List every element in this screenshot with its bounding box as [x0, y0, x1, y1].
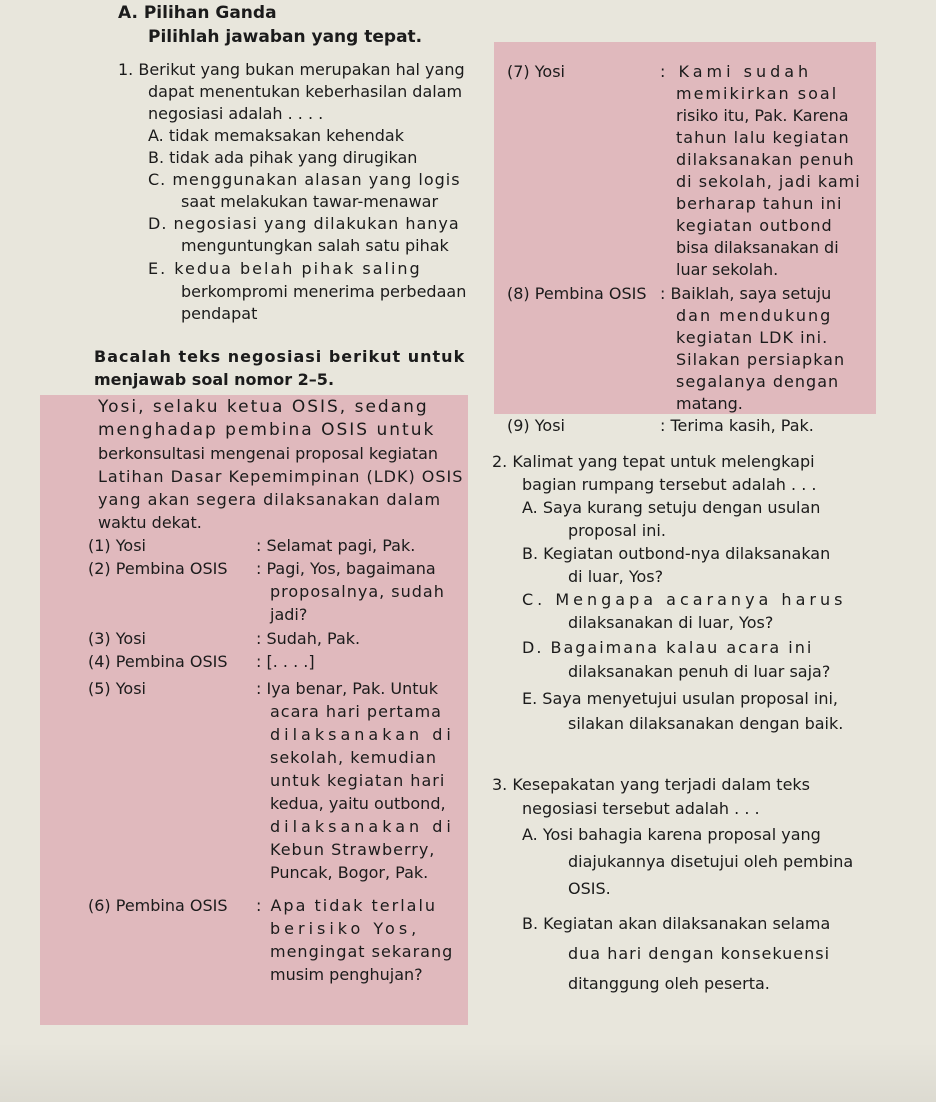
q3-option: OSIS. [568, 879, 611, 898]
instruction: Pilihlah jawaban yang tepat. [148, 27, 423, 47]
q1-option: menguntungkan salah satu pihak [181, 236, 449, 255]
utterance: acara hari pertama [270, 702, 442, 721]
utterance: mengingat sekarang [270, 942, 454, 961]
utterance: matang. [676, 394, 743, 413]
narration-line: berkonsultasi mengenai proposal kegiatan [98, 444, 439, 463]
q2-option: dilaksanakan di luar, Yos? [568, 613, 774, 632]
narration-line: waktu dekat. [98, 513, 202, 532]
q2-option: B. Kegiatan outbond-nya dilaksanakan [522, 544, 831, 563]
utterance: sekolah, kemudian [270, 748, 438, 767]
q1-option: E. kedua belah pihak saling [148, 259, 422, 278]
q3-option: dua hari dengan konsekuensi [568, 944, 831, 963]
utterance: jadi? [270, 605, 308, 624]
q3-stem-line: negosiasi tersebut adalah . . . [522, 799, 760, 818]
utterance: berharap tahun ini [676, 194, 843, 213]
utterance: proposalnya, sudah [270, 582, 445, 601]
utterance: kegiatan LDK ini. [676, 328, 829, 347]
q1-option: saat melakukan tawar-menawar [181, 192, 439, 211]
q1-stem-line: 1. Berikut yang bukan merupakan hal yang [118, 60, 465, 79]
utterance: dan mendukung [676, 306, 833, 325]
speaker-label: (2) Pembina OSIS [88, 559, 228, 578]
utterance: bisa dilaksanakan di [676, 238, 839, 257]
utterance: untuk kegiatan hari [270, 771, 446, 790]
narration-line: menghadap pembina OSIS untuk [98, 420, 436, 440]
narration-line: Latihan Dasar Kepemimpinan (LDK) OSIS [98, 467, 464, 486]
speaker-label: (3) Yosi [88, 629, 146, 648]
q3-option: ditanggung oleh peserta. [568, 974, 770, 993]
q1-stem-line: dapat menentukan keberhasilan dalam [148, 82, 463, 101]
q1-option: D. negosiasi yang dilakukan hanya [148, 214, 460, 233]
narration-line: Yosi, selaku ketua OSIS, sedang [98, 397, 429, 417]
utterance: dilaksanakan di [270, 725, 455, 744]
q2-stem-line: 2. Kalimat yang tepat untuk melengkapi [492, 452, 815, 471]
utterance: risiko itu, Pak. Karena [676, 106, 849, 125]
q2-option: D. Bagaimana kalau acara ini [522, 638, 814, 657]
speaker-label: (5) Yosi [88, 679, 146, 698]
q3-option: A. Yosi bahagia karena proposal yang [522, 825, 821, 844]
utterance: : [. . . .] [256, 652, 315, 671]
utterance: : Iya benar, Pak. Untuk [256, 679, 438, 698]
utterance: luar sekolah. [676, 260, 779, 279]
speaker-label: (9) Yosi [507, 416, 565, 435]
q3-option: diajukannya disetujui oleh pembina [568, 852, 854, 871]
utterance: Puncak, Bogor, Pak. [270, 863, 429, 882]
utterance: : Kami sudah [660, 62, 813, 81]
utterance: : Selamat pagi, Pak. [256, 536, 416, 555]
utterance: : Terima kasih, Pak. [660, 416, 814, 435]
text-intro: menjawab soal nomor 2–5. [94, 370, 335, 389]
narration-line: yang akan segera dilaksanakan dalam [98, 490, 442, 509]
page-shadow [0, 1042, 936, 1102]
utterance: dilaksanakan penuh [676, 150, 855, 169]
utterance: musim penghujan? [270, 965, 423, 984]
utterance: kedua, yaitu outbond, [270, 794, 446, 813]
q2-option: C. Mengapa acaranya harus [522, 590, 847, 609]
q2-option: E. Saya menyetujui usulan proposal ini, [522, 689, 839, 708]
q1-stem-line: negosiasi adalah . . . . [148, 104, 324, 123]
q1-option: berkompromi menerima perbedaan [181, 282, 467, 301]
utterance: : Sudah, Pak. [256, 629, 361, 648]
speaker-label: (1) Yosi [88, 536, 146, 555]
utterance: : Baiklah, saya setuju [660, 284, 832, 303]
q1-option: pendapat [181, 304, 258, 323]
q1-option: A. tidak memaksakan kehendak [148, 126, 404, 145]
q2-option: silakan dilaksanakan dengan baik. [568, 714, 844, 733]
utterance: segalanya dengan [676, 372, 840, 391]
utterance: berisiko Yos, [270, 919, 421, 938]
utterance: Kebun Strawberry, [270, 840, 436, 859]
utterance: : Pagi, Yos, bagaimana [256, 559, 436, 578]
q3-stem-line: 3. Kesepakatan yang terjadi dalam teks [492, 775, 811, 794]
utterance: memikirkan soal [676, 84, 839, 103]
q1-option: B. tidak ada pihak yang dirugikan [148, 148, 418, 167]
utterance: di sekolah, jadi kami [676, 172, 861, 191]
q1-option: C. menggunakan alasan yang logis [148, 170, 461, 189]
utterance: tahun lalu kegiatan [676, 128, 850, 147]
speaker-label: (8) Pembina OSIS [507, 284, 647, 303]
speaker-label: (4) Pembina OSIS [88, 652, 228, 671]
q2-option: di luar, Yos? [568, 567, 664, 586]
q3-option: B. Kegiatan akan dilaksanakan selama [522, 914, 831, 933]
speaker-label: (7) Yosi [507, 62, 565, 81]
q2-option: proposal ini. [568, 521, 666, 540]
section-header: A. Pilihan Ganda [118, 3, 277, 23]
utterance: : Apa tidak terlalu [256, 896, 438, 915]
utterance: dilaksanakan di [270, 817, 455, 836]
utterance: Silakan persiapkan [676, 350, 846, 369]
q2-option: A. Saya kurang setuju dengan usulan [522, 498, 821, 517]
q2-option: dilaksanakan penuh di luar saja? [568, 662, 831, 681]
speaker-label: (6) Pembina OSIS [88, 896, 228, 915]
utterance: kegiatan outbond [676, 216, 833, 235]
text-intro: Bacalah teks negosiasi berikut untuk [94, 347, 466, 366]
q2-stem-line: bagian rumpang tersebut adalah . . . [522, 475, 817, 494]
